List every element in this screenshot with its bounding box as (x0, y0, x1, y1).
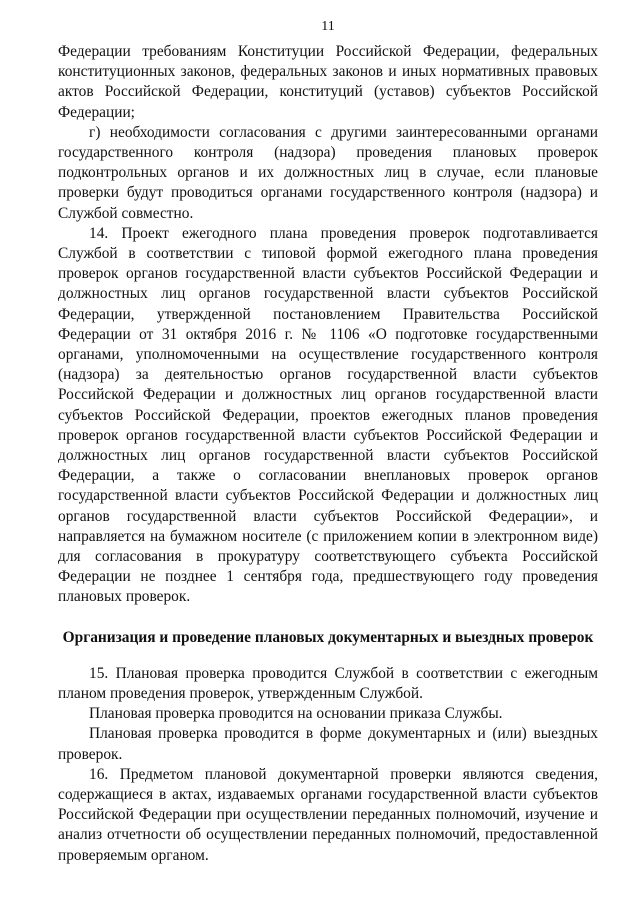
paragraph-order-basis: Плановая проверка проводится на основании приказа Службы. (89, 705, 503, 723)
paragraph-item-g: г) необходимости согласования с другими заинтересованными органами государственного контроля (надзора) проведения плановых проверок подконтрольных органов и их должностных лиц в случае, если плановые проверки будут проводиться органами государственного контроля (надзора) и Службой совместно. (58, 123, 598, 222)
section-heading: Организация и проведение плановых документарных и выездных проверок (62, 628, 594, 646)
paragraph-inspection-form: Плановая проверка проводится в форме документарных и (или) выездных проверок. (58, 725, 598, 763)
paragraph-14: 14. Проект ежегодного плана проведения проверок подготавливается Службой в соответствии с типовой формой ежегодного плана проведения проверок органов государственной власти субъектов Российской Федерации и должностных лиц органов государственной власти субъектов Российской Федерации, утвержденной постановлением Правительства Российской Федерации от 31 октября 2016 г. № 1106 «О подготовке государственными органами, уполномоченными на осуществление государственного контроля (надзора) за деятельностью органов государственной власти субъектов Российской Федерации и должностных лиц органов государственной власти субъектов Российской Федерации, проектов ежегодных планов проведения проверок органов государственной власти субъектов Российской Федерации и должностных лиц органов государственной власти субъектов Российской Федерации, а также о согласовании внеплановых проверок органов государственной власти субъектов Российской Федерации и должностных лиц органов государственной власти субъектов Российской Федерации», и направляется на бумажном носителе (с приложением копии в электронном виде) для согласования в прокуратуру соответствующего субъекта Российской Федерации не позднее 1 сентября года, предшествующего году проведения плановых проверок. (58, 224, 598, 606)
page-number: 11 (321, 19, 335, 34)
paragraph-continuation: Федерации требованиям Конституции Российской Федерации, федеральных конституционных законов, федеральных законов и иных нормативных правовых актов Российской Федерации, конституций (уставов) субъектов Российской Федерации; (58, 43, 598, 121)
paragraph-16: 16. Предметом плановой документарной проверки являются сведения, содержащиеся в актах, издаваемых органами государственной власти субъектов Российской Федерации при осуществлении переданных полномочий, изучение и анализ отчетности об осуществлении переданных полномочий, предоставленной проверяемым органом. (58, 765, 598, 864)
paragraph-15: 15. Плановая проверка проводится Службой в соответствии с ежегодным планом проведения проверок, утвержденным Службой. (58, 664, 598, 702)
document-page (58, 18, 598, 866)
